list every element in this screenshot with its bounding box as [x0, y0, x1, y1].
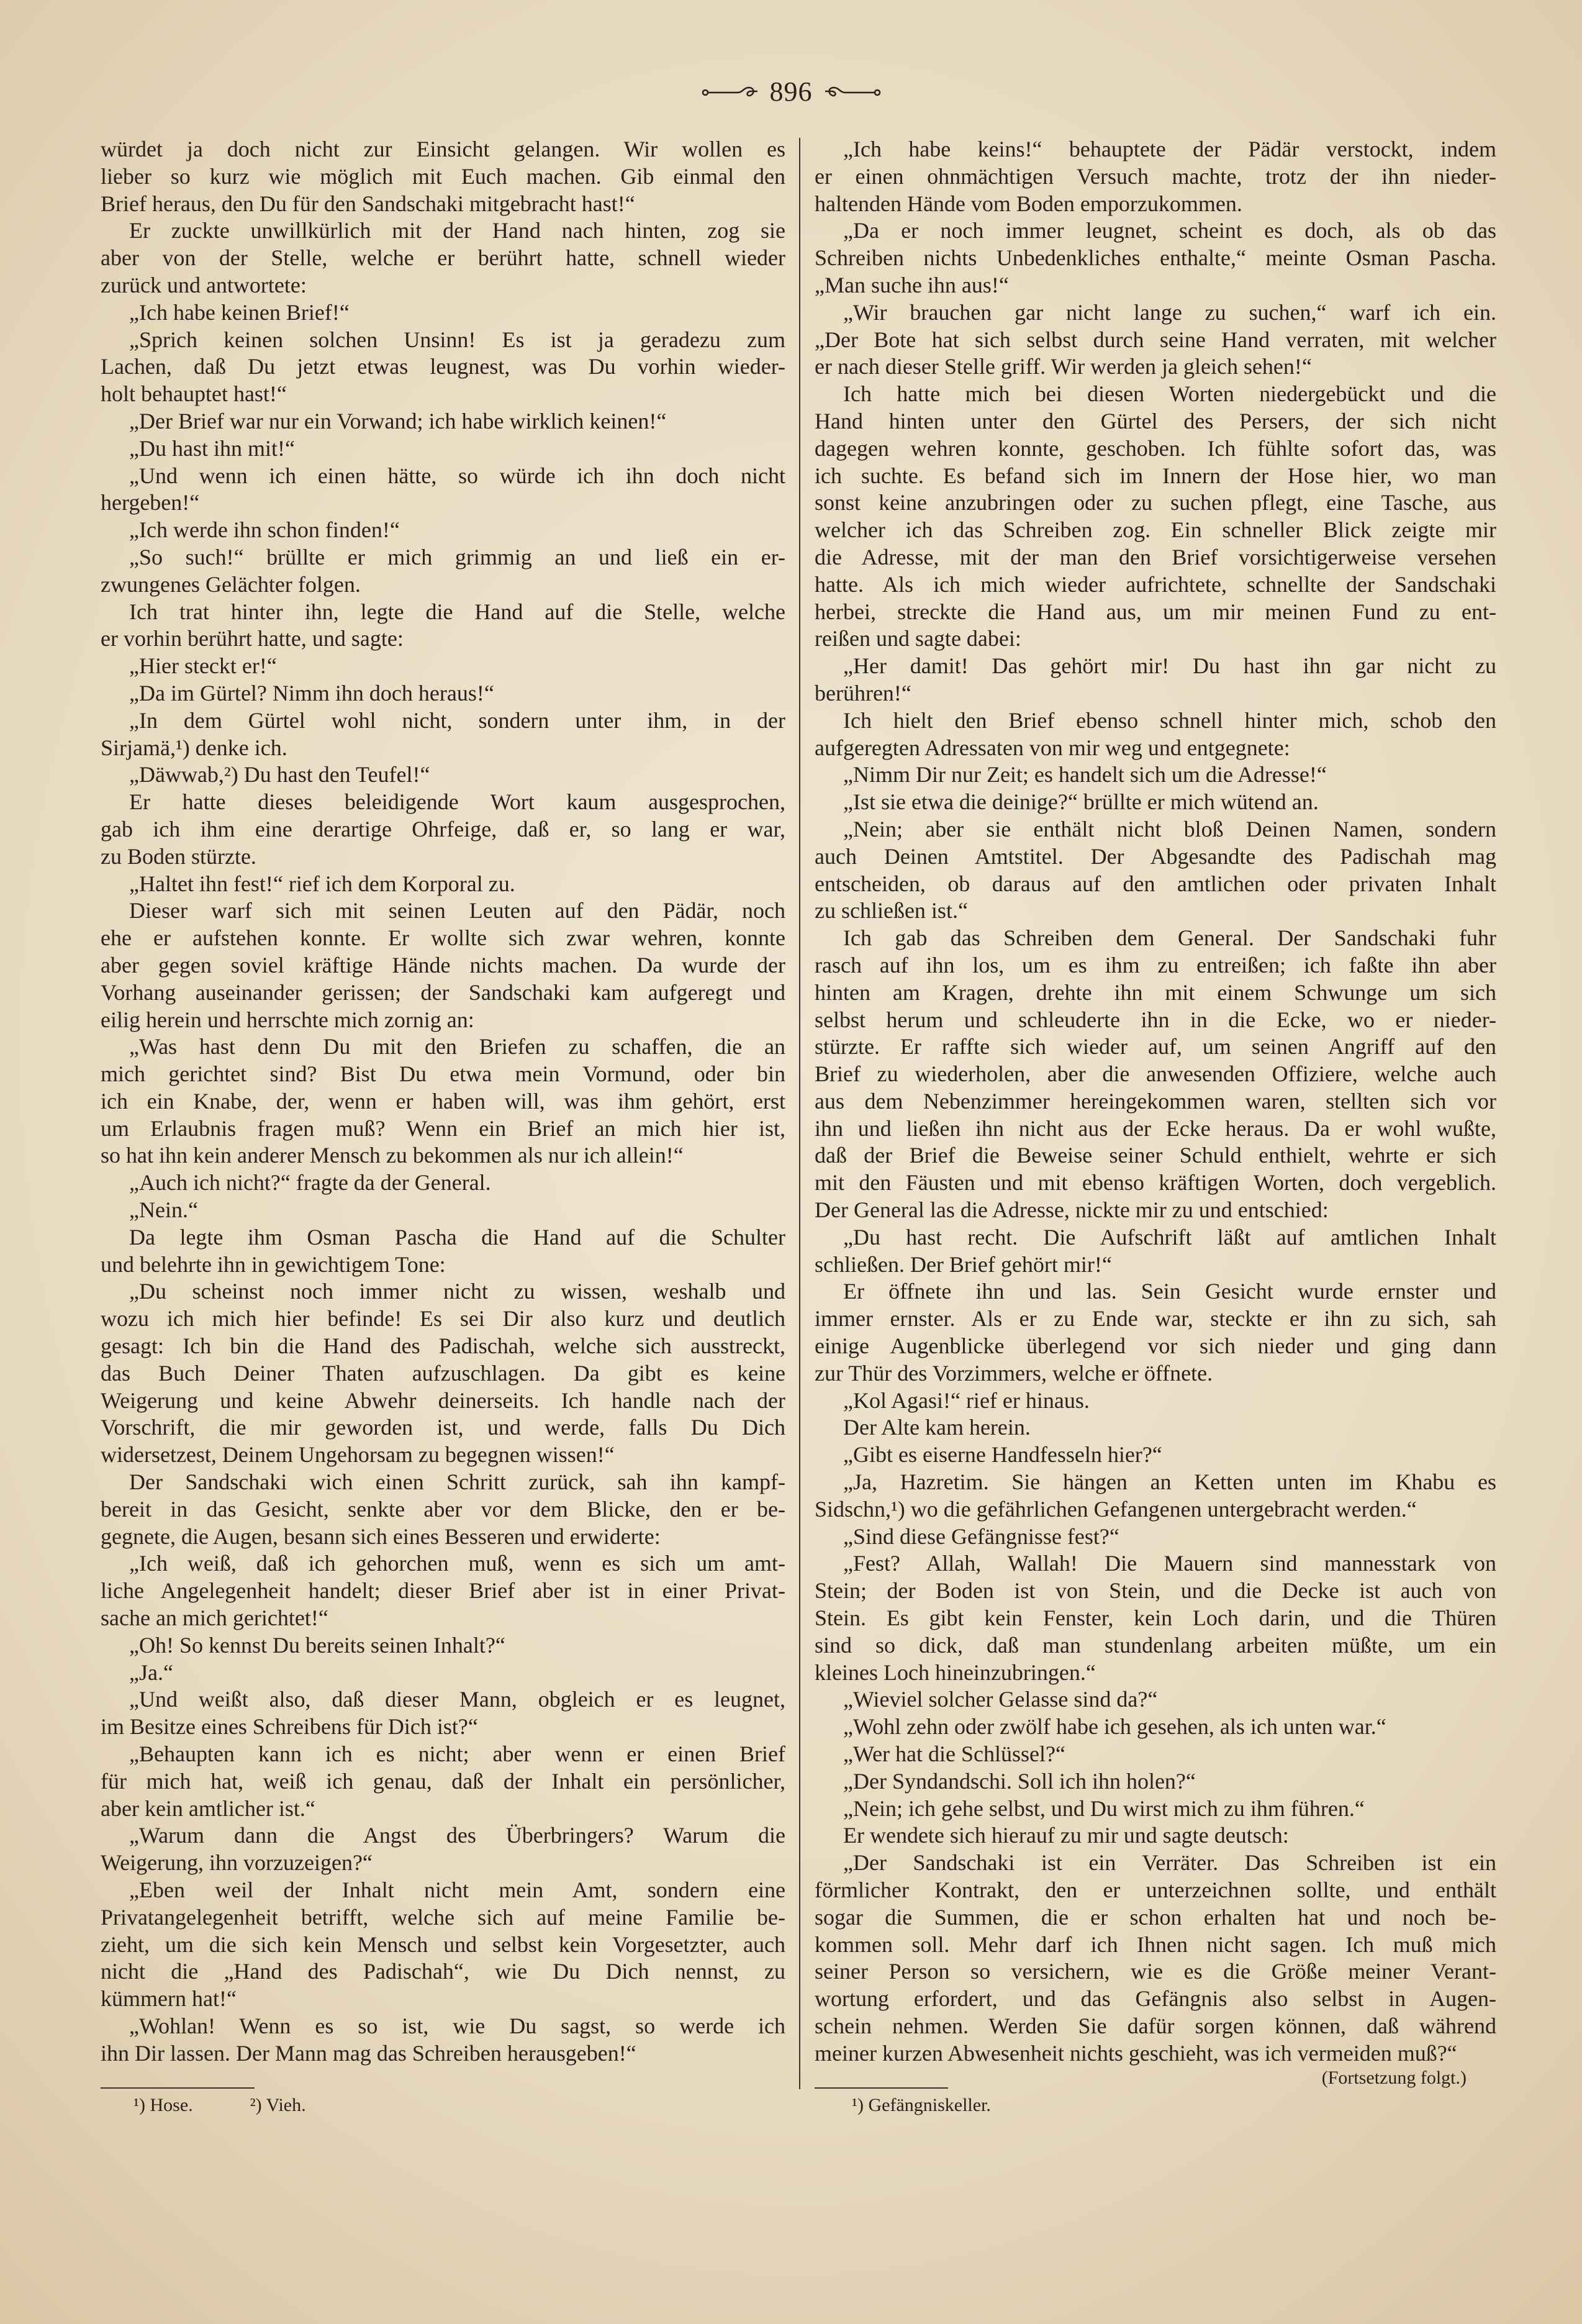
text-line: „Nimm Dir nur Zeit; es handelt sich um die Adresse!“ [843, 762, 1327, 788]
page-number: 896 [769, 76, 813, 107]
paragraph [101, 463, 785, 517]
text-line: gegnete, die Augen, besann sich eines Besseren und erwiderte: [101, 1523, 661, 1549]
text-line: gesagt: Ich bin die Hand des Padischah, welche sich ausstreckt, [101, 1333, 785, 1359]
text-line: dagegen wehren konnte, geschoben. Ich fühlte sofort das, was [815, 435, 1496, 461]
paragraph [815, 707, 1496, 762]
paragraph [101, 217, 785, 299]
text-line: „Nein; aber sie enthält nicht bloß Deinen Namen, sondern [843, 816, 1496, 842]
text-line: kommen soll. Mehr darf ich Ihnen nicht sagen. Ich muß mich [815, 1931, 1496, 1957]
text-line: kleines Loch hineinzubringen.“ [815, 1659, 1096, 1685]
text-line: Er öffnete ihn und las. Sein Gesicht wurde ernster und [843, 1279, 1496, 1304]
paragraph [815, 1550, 1496, 1686]
text-line: Dieser warf sich mit seinen Leuten auf den Pädär, noch [129, 898, 785, 924]
text-line: Sirjamä,¹) denke ich. [101, 735, 287, 760]
text-line: Der General las die Adresse, nickte mir zu und entschied: [815, 1197, 1329, 1223]
text-line: Lachen, daß Du jetzt etwas leugnest, was Du vorhin wieder- [101, 354, 785, 379]
paragraph [101, 1877, 785, 2013]
text-line: Er zuckte unwillkürlich mit der Hand nach hinten, zog sie [129, 218, 785, 243]
text-line: mit den Fäusten und mit ebenso kräftigen Worten, doch vergeblich. [815, 1170, 1496, 1196]
text-line: Er wendete sich hierauf zu mir und sagte deutsch: [843, 1823, 1289, 1848]
text-line: aber kein amtlicher ist.“ [101, 1795, 315, 1821]
text-line: „Ist sie etwa die deinige?“ brüllte er mich wütend an. [843, 789, 1319, 815]
text-line: Stein; der Boden ist von Stein, und die Decke ist auch von [815, 1578, 1496, 1604]
text-line: zurück und antwortete: [101, 272, 307, 297]
text-line: „Ich habe keins!“ behauptete der Pädär verstockt, indem [843, 137, 1496, 161]
text-line: „Du scheinst noch immer nicht zu wissen, weshalb und [129, 1279, 785, 1304]
paragraph [101, 789, 785, 870]
paragraph [101, 1197, 785, 1224]
text-line: ihn Dir lassen. Der Mann mag das Schreiben herausgeben!“ [101, 2040, 636, 2066]
text-line: daß der Brief die Beweise seiner Schuld enthielt, wehrte er sich [815, 1143, 1496, 1168]
text-line: Sidschn,¹) wo die gefährlichen Gefangenen untergebracht werden.“ [815, 1496, 1417, 1522]
paragraph [101, 653, 785, 680]
paragraph [815, 1741, 1496, 1768]
text-line: auch Deinen Amtstitel. Der Abgesandte des Padischah mag [815, 843, 1496, 869]
text-line: kümmern hat!“ [101, 1986, 237, 2012]
text-line: sonst keine anzubringen oder zu suchen pflegt, eine Tasche, aus [815, 490, 1496, 515]
text-line: Ich gab das Schreiben dem General. Der Sandschaki fuhr [843, 925, 1496, 951]
text-line: Der Alte kam herein. [843, 1415, 1031, 1440]
paragraph [101, 1632, 785, 1659]
paragraph [815, 925, 1496, 1224]
text-line: ich ein Knabe, der, wenn er haben will, was ihm gehört, erst [101, 1088, 785, 1114]
paragraph [101, 1033, 785, 1169]
text-line: Schreiben nichts Unbedenkliches enthalte,“ meinte Osman Pascha. [815, 245, 1496, 271]
paragraph [101, 1169, 785, 1197]
text-line: „Warum dann die Angst des Überbringers? Warum die [129, 1823, 785, 1848]
text-line: seiner Person so versichern, wie es die Größe meiner Verant- [815, 1959, 1496, 1984]
text-line: widersetzest, Deinem Ungehorsam zu begegnen wissen!“ [101, 1442, 615, 1468]
text-line: förmlicher Kontrakt, den er unterzeichnen sollte, und enthält [815, 1877, 1496, 1902]
text-line: zu Boden stürzte. [101, 843, 256, 869]
text-line: „Der Syndandschi. Soll ich ihn holen?“ [843, 1768, 1196, 1794]
text-line: sogar die Summen, die er schon erhalten hat und noch be- [815, 1904, 1496, 1930]
text-line: gab ich ihm eine derartige Ohrfeige, daß er, so lang er war, [101, 816, 785, 842]
ornament-left-icon [702, 84, 759, 100]
column-divider [799, 138, 800, 2089]
text-line: Vorschrift, die mir geworden ist, und werde, falls Du Dich [101, 1415, 785, 1440]
text-line: „Der Sandschaki ist ein Verräter. Das Schreiben ist ein [843, 1850, 1496, 1876]
text-line: „Auch ich nicht?“ fragte da der General. [129, 1170, 491, 1196]
paragraph [101, 1278, 785, 1469]
text-line: „Und wenn ich einen hätte, so würde ich ihn doch nicht [129, 463, 785, 488]
paragraph [101, 599, 785, 653]
text-line: so hat ihn kein anderer Mensch zu bekommen als nur ich allein!“ [101, 1143, 684, 1168]
text-line: „Wohl zehn oder zwölf habe ich gesehen, als ich unten war.“ [843, 1714, 1386, 1740]
paragraph [815, 1850, 1496, 2067]
paragraph [815, 816, 1496, 925]
text-line: „Her damit! Das gehört mir! Du hast ihn gar nicht zu [843, 653, 1496, 679]
paragraph [101, 2013, 785, 2068]
text-line: „Sind diese Gefängnisse fest?“ [843, 1523, 1119, 1549]
paragraph [101, 544, 785, 599]
paragraph [815, 381, 1496, 653]
text-line: hinten am Kragen, drehte ihn mit einem Schwunge um sich [815, 979, 1496, 1005]
text-line: hatte. Als ich mich wieder aufrichtete, schnellte der Sandschaki [815, 571, 1496, 597]
paragraph [101, 299, 785, 327]
text-line: „Ja, Hazretim. Sie hängen an Ketten unten im Khabu es [843, 1469, 1496, 1495]
paragraph [101, 1822, 785, 1877]
footnote-rule-right [815, 2087, 948, 2089]
text-line: „Sprich keinen solchen Unsinn! Es ist ja geradezu zum [129, 327, 785, 352]
text-line: schließen. Der Brief gehört mir!“ [815, 1251, 1112, 1277]
text-line: Er hatte dieses beleidigende Wort kaum ausgesprochen, [129, 789, 785, 815]
text-line: „Nein.“ [129, 1197, 198, 1223]
text-line: um Erlaubnis fragen muß? Wenn ein Brief an mich hier ist, [101, 1115, 785, 1141]
paragraph [815, 1387, 1496, 1415]
text-line: „Gibt es eiserne Handfesseln hier?“ [843, 1442, 1162, 1468]
text-line: Brief heraus, den Du für den Sandschaki mitgebracht hast!“ [101, 191, 635, 216]
text-line: nicht die „Hand des Padischah“, wie Du Dich nennst, zu [101, 1959, 785, 1984]
text-line: stürzte. Er raffte sich wieder auf, um seinen Angriff auf den [815, 1034, 1496, 1060]
text-line: das Buch Deiner Thaten aufzuschlagen. Da gibt es keine [101, 1360, 785, 1386]
paragraph [101, 1469, 785, 1550]
text-line: „Fest? Allah, Wallah! Die Mauern sind mannesstark von [843, 1551, 1496, 1576]
text-line: „Da im Gürtel? Nimm ihn doch heraus!“ [129, 680, 494, 706]
text-line: Weigerung, ihn vorzuzeigen?“ [101, 1850, 373, 1876]
footnote-rule-left [101, 2087, 255, 2089]
text-line: „Was hast denn Du mit den Briefen zu schaffen, die an [129, 1034, 785, 1060]
text-line: und belehrte ihn in gewichtigem Tone: [101, 1251, 446, 1277]
text-line: Ich hielt den Brief ebenso schnell hinter mich, schob den [843, 707, 1496, 733]
paragraph [815, 217, 1496, 299]
text-line: herbei, streckte die Hand aus, um mir meinen Fund zu ent- [815, 599, 1496, 624]
text-line: lieber so kurz wie möglich mit Euch machen. Gib einmal den [101, 163, 785, 189]
text-line: einige Augenblicke überlegend vor sich nieder und ging dann [815, 1333, 1496, 1359]
text-line: ihn und ließen ihn nicht aus der Ecke heraus. Da er wohl wußte, [815, 1115, 1496, 1141]
text-line: im Besitze eines Schreibens für Dich ist?“ [101, 1714, 478, 1740]
paragraph [101, 1224, 785, 1279]
text-line: entscheiden, ob daraus auf den amtlichen oder privaten Inhalt [815, 871, 1496, 896]
text-line: berühren!“ [815, 680, 911, 706]
text-line: sind so dick, daß man stundenlang arbeiten müßte, um ein [815, 1632, 1496, 1658]
paragraph [815, 789, 1496, 816]
text-line: Privatangelegenheit betrifft, welche sich auf meine Familie be- [101, 1904, 785, 1930]
paragraph [101, 1659, 785, 1687]
text-line: zieht, um die sich kein Mensch und selbst kein Vorgesetzter, auch [101, 1931, 785, 1957]
text-line: Da legte ihm Osman Pascha die Hand auf die Schulter [129, 1224, 785, 1250]
text-line: aber gegen soviel kräftige Hände nichts machen. Da wurde der [101, 952, 785, 978]
ornament-right-icon [824, 84, 881, 100]
text-line: liche Angelegenheit handelt; dieser Brief aber ist in einer Privat- [101, 1578, 785, 1604]
text-line: wozu ich mich hier befinde! Es sei Dir also kurz und deutlich [101, 1306, 785, 1332]
text-line: die Adresse, mit der man den Brief vorsichtigerweise versehen [815, 544, 1496, 570]
text-line: „Ich weiß, daß ich gehorchen muß, wenn es sich um amt- [129, 1551, 785, 1576]
text-line: „Wir brauchen gar nicht lange zu suchen,“ warf ich ein. [843, 299, 1496, 325]
continuation-note: (Fortsetzung folgt.) [1321, 2068, 1467, 2088]
paragraph [815, 299, 1496, 381]
text-line: „Und weißt also, daß dieser Mann, obgleich er es leugnet, [129, 1687, 785, 1712]
paragraph [815, 653, 1496, 707]
paragraph [815, 1686, 1496, 1713]
text-line: schein nehmen. Werden Sie dafür sorgen können, daß während [815, 2013, 1496, 2038]
text-line: „Nein; ich gehe selbst, und Du wirst mich zu ihm führen.“ [843, 1795, 1365, 1821]
paragraph [101, 327, 785, 408]
paragraph [815, 1441, 1496, 1469]
footnote: ¹) Hose. [133, 2095, 193, 2115]
text-line: „Hier steckt er!“ [129, 653, 277, 679]
text-line: Ich hatte mich bei diesen Worten niedergebückt und die [843, 381, 1496, 407]
text-line: würdet ja doch nicht zur Einsicht gelangen. Wir wollen es [101, 137, 785, 161]
paragraph [101, 761, 785, 789]
text-line: „Behaupten kann ich es nicht; aber wenn er einen Brief [129, 1741, 785, 1767]
paragraph [815, 1414, 1496, 1441]
text-line: eilig herein und herrschte mich zornig an: [101, 1007, 474, 1032]
text-line: selbst herum und schleuderte ihn in die Ecke, wo er nieder- [815, 1007, 1496, 1032]
text-line: „Der Brief war nur ein Vorwand; ich habe wirklich keinen!“ [129, 408, 667, 433]
text-line: Stein. Es gibt kein Fenster, kein Loch darin, und die Thüren [815, 1605, 1496, 1631]
paragraph [101, 680, 785, 707]
column-right [815, 136, 1496, 2068]
paragraph [101, 136, 785, 217]
paragraph [101, 707, 785, 762]
text-line: „Kol Agasi!“ rief er hinaus. [843, 1387, 1090, 1413]
paragraph [815, 1523, 1496, 1551]
paragraph [815, 761, 1496, 789]
paragraph [101, 1741, 785, 1822]
text-line: er nach dieser Stelle griff. Wir werden ja gleich sehen!“ [815, 354, 1312, 379]
text-line: „Da er noch immer leugnet, scheint es doch, als ob das [843, 218, 1496, 243]
text-line: sache an mich gerichtet!“ [101, 1605, 328, 1631]
text-line: „Ich werde ihn schon finden!“ [129, 517, 400, 543]
text-line: zu schließen ist.“ [815, 898, 968, 924]
paragraph [815, 1224, 1496, 1279]
text-line: für mich hat, weiß ich genau, daß der Inhalt ein persönlicher, [101, 1768, 785, 1794]
text-line: Hand hinten unter den Gürtel des Persers, der sich nicht [815, 408, 1496, 433]
text-line: „Der Bote hat sich selbst durch seine Hand verraten, mit welcher [815, 327, 1496, 352]
text-line: bereit in das Gesicht, senkte aber vor dem Blicke, den er be- [101, 1496, 785, 1522]
text-line: aber von der Stelle, welche er berührt hatte, schnell wieder [101, 245, 785, 271]
text-line: meiner kurzen Abwesenheit nichts geschieht, was ich vermeiden muß?“ [815, 2040, 1457, 2066]
text-line: ehe er aufstehen konnte. Er wollte sich zwar wehren, konnte [101, 925, 785, 951]
text-line: zur Thür des Vorzimmers, welche er öffnete. [815, 1360, 1213, 1386]
footnote: ²) Vieh. [250, 2095, 306, 2115]
paragraph [101, 517, 785, 544]
text-line: „Wieviel solcher Gelasse sind da?“ [843, 1687, 1158, 1712]
text-line: welcher ich das Schreiben zog. Ein schneller Blick zeigte mir [815, 517, 1496, 543]
text-line: „Man suche ihn aus!“ [815, 272, 1009, 297]
paragraph [815, 1795, 1496, 1823]
column-left [101, 136, 785, 2068]
text-line: „Du hast ihn mit!“ [129, 435, 295, 461]
text-line: Der Sandschaki wich einen Schritt zurück, sah ihn kampf- [129, 1469, 785, 1495]
paragraph [101, 408, 785, 435]
paragraph [815, 1822, 1496, 1850]
paragraph [101, 1550, 785, 1632]
text-line: „Eben weil der Inhalt nicht mein Amt, sondern eine [129, 1877, 785, 1902]
text-line: Vorhang auseinander gerissen; der Sandschaki kam aufgeregt und [101, 979, 785, 1005]
footnotes-right [852, 2094, 991, 2117]
text-line: rasch auf ihn los, um es ihm zu entreißen; ich faßte ihn aber [815, 952, 1496, 978]
paragraph [815, 1713, 1496, 1741]
text-line: „Haltet ihn fest!“ rief ich dem Korporal zu. [129, 871, 515, 896]
text-line: „Däwwab,²) Du hast den Teufel!“ [129, 762, 430, 788]
paragraph [101, 435, 785, 463]
text-line: „Du hast recht. Die Aufschrift läßt auf amtlichen Inhalt [843, 1224, 1496, 1250]
footnote: ¹) Gefängniskeller. [852, 2095, 991, 2115]
text-line: ich suchte. Es befand sich im Innern der Hose hier, wo man [815, 463, 1496, 488]
paragraph [815, 1278, 1496, 1387]
page-header [667, 73, 915, 111]
text-line: wortung erfordert, und das Gefängnis also selbst in Augen- [815, 1986, 1496, 2012]
text-line: mich gerichtet sind? Bist Du etwa mein Vormund, oder bin [101, 1061, 785, 1087]
text-line: aufgeregten Adressaten von mir weg und entgegnete: [815, 735, 1290, 760]
text-line: „Ja.“ [129, 1659, 173, 1685]
text-line: er einen ohnmächtigen Versuch machte, trotz der ihn nieder- [815, 163, 1496, 189]
paragraph [815, 1469, 1496, 1523]
text-line: Ich trat hinter ihn, legte die Hand auf die Stelle, welche [129, 599, 785, 624]
text-line: haltenden Hände vom Boden emporzukommen. [815, 191, 1242, 216]
text-line: hergeben!“ [101, 490, 200, 515]
text-line: aus dem Nebenzimmer hereingekommen waren, stellten sich vor [815, 1088, 1496, 1114]
text-line: holt behauptet hast!“ [101, 381, 287, 407]
text-line: „Ich habe keinen Brief!“ [129, 299, 350, 325]
paragraph [101, 897, 785, 1033]
paragraph [815, 136, 1496, 217]
text-line: reißen und sagte dabei: [815, 626, 1021, 651]
footnotes-left [133, 2094, 306, 2117]
text-line: Weigerung und keine Abwehr deinerseits. Ich handle nach der [101, 1387, 785, 1413]
text-line: „Wohlan! Wenn es so ist, wie Du sagst, so werde ich [129, 2013, 785, 2038]
text-line: „In dem Gürtel wohl nicht, sondern unter ihm, in der [129, 707, 785, 733]
paragraph [101, 871, 785, 898]
text-line: er vorhin berührt hatte, und sagte: [101, 626, 404, 651]
text-line: Brief zu wiederholen, aber die anwesenden Offiziere, welche auch [815, 1061, 1496, 1087]
text-line: „Wer hat die Schlüssel?“ [843, 1741, 1065, 1767]
text-line: „Oh! So kennst Du bereits seinen Inhalt?“ [129, 1632, 505, 1658]
text-line: zwungenes Gelächter folgen. [101, 571, 361, 597]
text-line: „So such!“ brüllte er mich grimmig an und ließ ein er- [129, 544, 785, 570]
paragraph [815, 1768, 1496, 1795]
paragraph [101, 1686, 785, 1741]
text-line: immer ernster. Als er zu Ende war, steckte er ihn zu sich, sah [815, 1306, 1496, 1332]
